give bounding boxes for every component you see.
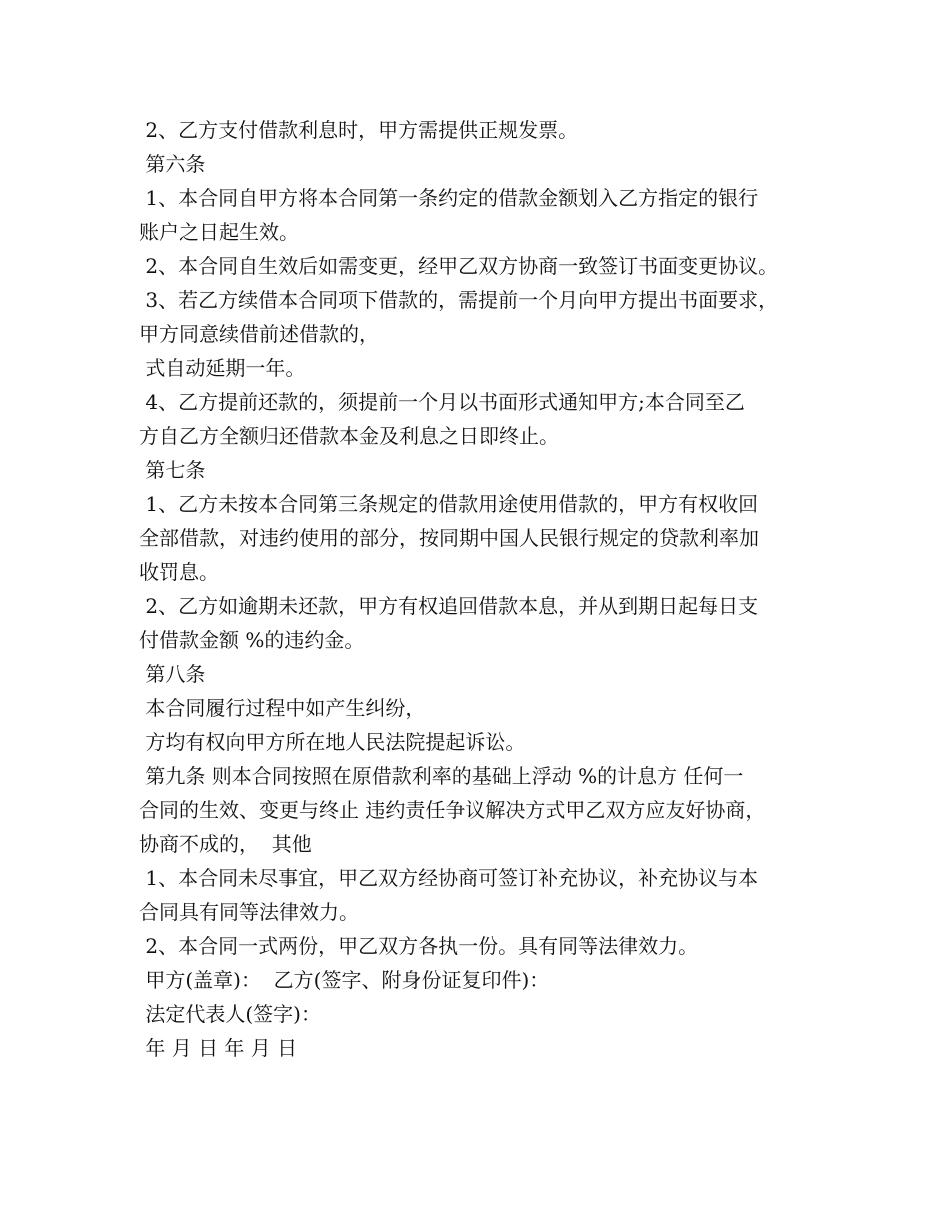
- text-line: 甲方同意续借前述借款的，: [139, 322, 379, 346]
- contract-text-body: [139, 113, 829, 1065]
- text-line: 方自乙方全额归还借款本金及利息之日即终止。: [139, 424, 559, 448]
- section-heading-article-7: 第七条: [139, 458, 206, 482]
- text-line: 1、乙方未按本合同第三条规定的借款用途使用借款的，甲方有权收回: [139, 492, 759, 516]
- legal-representative-line: 法定代表人(签字)：: [139, 1002, 321, 1026]
- text-line: 合同的生效、变更与终止 违约责任争议解决方式甲乙双方应友好协商，: [139, 798, 766, 822]
- text-line: 全部借款，对违约使用的部分，按同期中国人民银行规定的贷款利率加: [139, 526, 759, 550]
- text-line: 1、本合同自甲方将本合同第一条约定的借款金额划入乙方指定的银行: [139, 186, 759, 210]
- date-line: 年 月 日 年 月 日: [139, 1036, 298, 1060]
- text-line: 2、乙方如逾期未还款，甲方有权追回借款本息，并从到期日起每日支: [139, 594, 759, 618]
- text-line: 付借款金额 %的违约金。: [139, 628, 365, 652]
- text-line: 2、乙方支付借款利息时，甲方需提供正规发票。: [139, 118, 579, 142]
- text-line: 2、本合同一式两份，甲乙双方各执一份。具有同等法律效力。: [139, 934, 699, 958]
- text-line: 本合同履行过程中如产生纠纷，: [139, 696, 426, 720]
- text-line: 3、若乙方续借本合同项下借款的，需提前一个月向甲方提出书面要求，: [139, 288, 779, 312]
- text-line: 2、本合同自生效后如需变更，经甲乙双方协商一致签订书面变更协议。: [139, 254, 779, 278]
- text-line: 收罚息。: [139, 560, 219, 584]
- text-line: 式自动延期一年。: [139, 356, 306, 380]
- signature-parties-line: 甲方(盖章)： 乙方(签字、附身份证复印件)：: [139, 968, 550, 992]
- section-heading-article-9: 第九条 则本合同按照在原借款利率的基础上浮动 %的计息方 任何一: [139, 764, 744, 788]
- section-heading-article-6: 第六条: [139, 152, 206, 176]
- text-line: 4、乙方提前还款的，须提前一个月以书面形式通知甲方;本合同至乙: [139, 390, 745, 414]
- section-heading-article-8: 第八条: [139, 662, 206, 686]
- text-line: 1、本合同未尽事宜，甲乙双方经协商可签订补充协议，补充协议与本: [139, 866, 759, 890]
- text-line: 协商不成的， 其他: [139, 832, 312, 856]
- text-line: 方均有权向甲方所在地人民法院提起诉讼。: [139, 730, 526, 754]
- text-line: 合同具有同等法律效力。: [139, 900, 359, 924]
- text-line: 账户之日起生效。: [139, 220, 299, 244]
